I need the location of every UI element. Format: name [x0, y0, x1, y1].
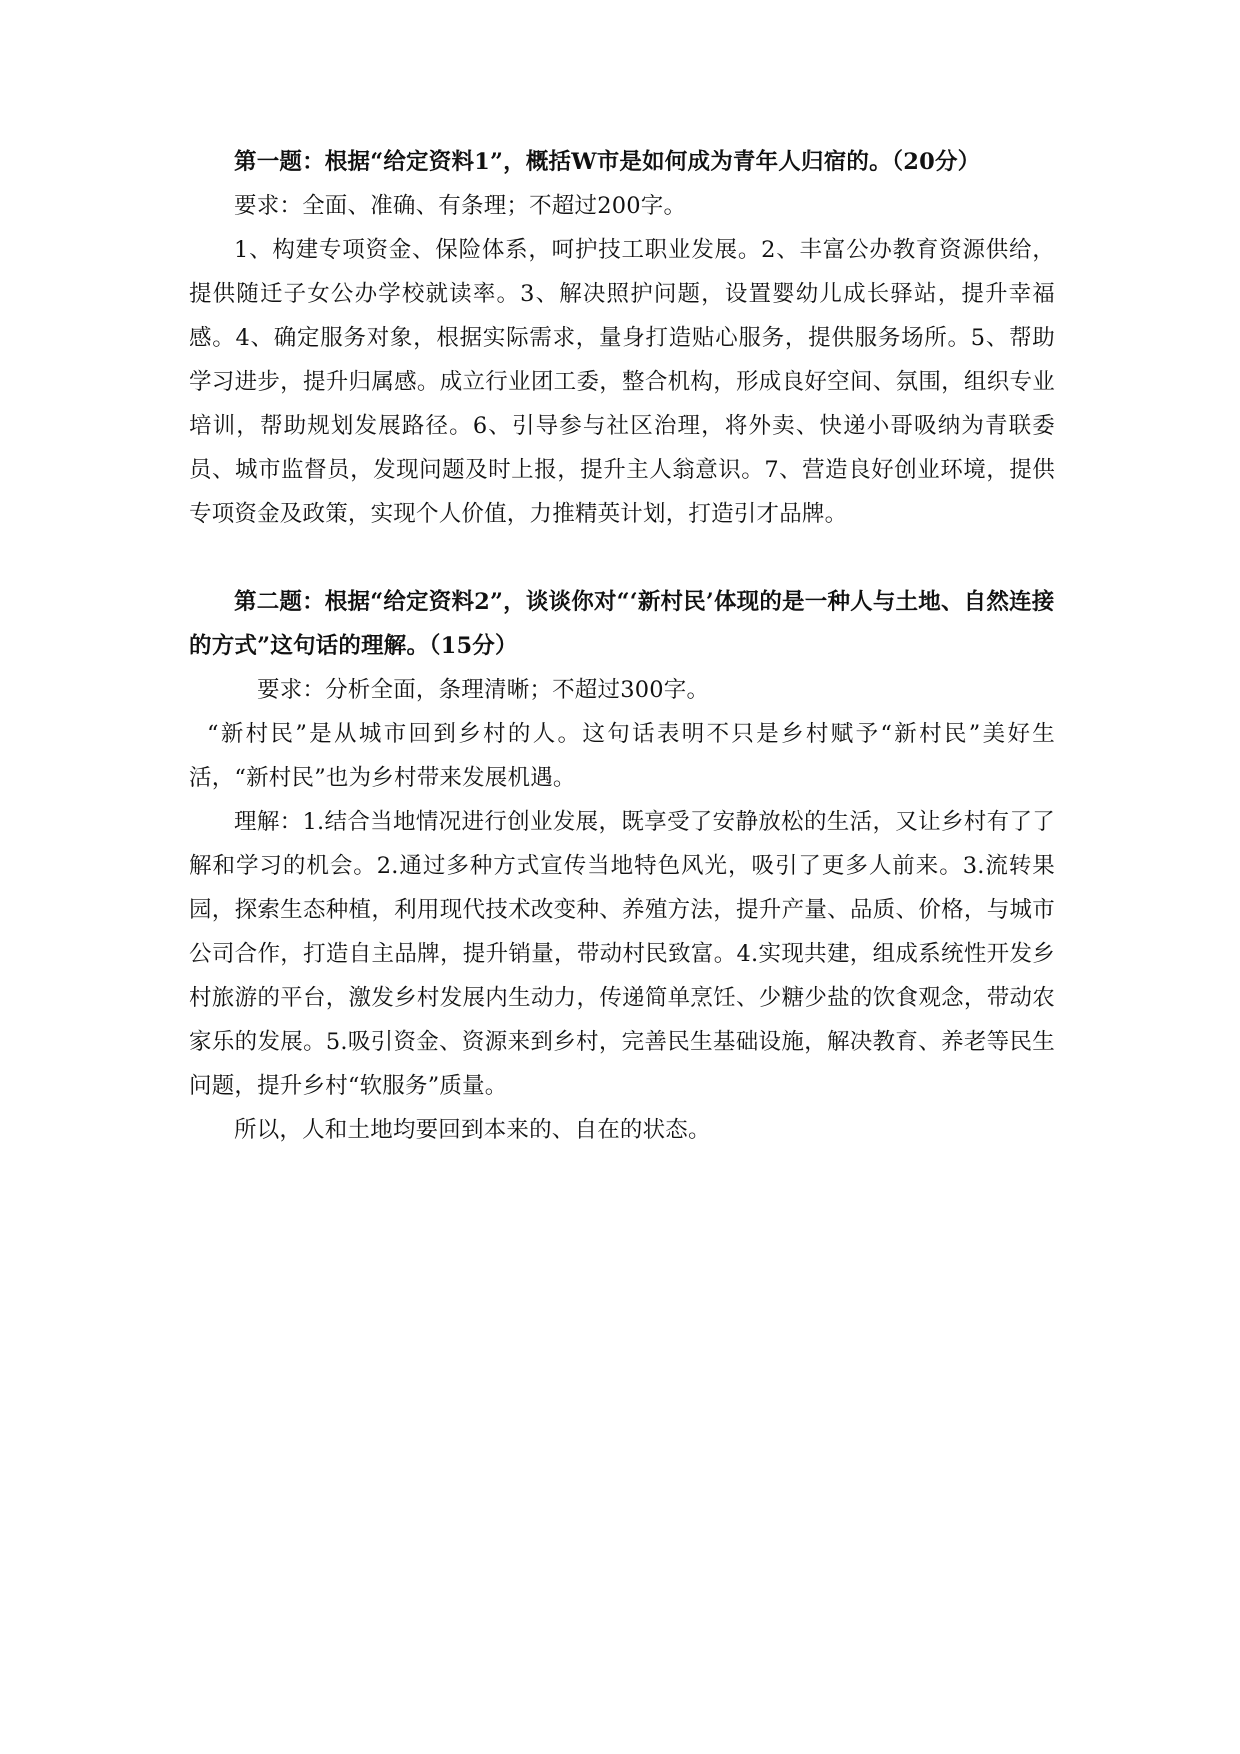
question-2-conclusion: 所以，人和土地均要回到本来的、自在的状态。	[234, 1117, 711, 1143]
document-page	[189, 140, 1055, 1152]
question-1-requirement: 要求：全面、准确、有条理；不超过200字。	[234, 193, 687, 219]
question-2-understanding: 理解：1.结合当地情况进行创业发展，既享受了安静放松的生活，又让乡村有了了解和学习的机会。2.通过多种方式宣传当地特色风光，吸引了更多人前来。3.流转果园，探索生态种植，利用现代技术改变种、养殖方法，提升产量、品质、价格，与城市公司合作，打造自主品牌，提升销量，带动村民致富。4.实现共建，组成系统性开发乡村旅游的平台，激发乡村发展内生动力，传递简单烹饪、少糖少盐的饮食观念，带动农家乐的发展。5.吸引资金、资源来到乡村，完善民生基础设施，解决教育、养老等民生问题，提升乡村“软服务”质量。	[189, 809, 1055, 1099]
question-2-intro: “新村民”是从城市回到乡村的人。这句话表明不只是乡村赋予“新村民”美好生活，“新村民”也为乡村带来发展机遇。	[189, 721, 1055, 791]
question-2-requirement: 要求：分析全面，条理清晰；不超过300字。	[257, 677, 710, 703]
question-1-section	[189, 140, 1055, 536]
question-1-title: 第一题：根据“给定资料1”，概括W市是如何成为青年人归宿的。（20分）	[234, 149, 981, 175]
question-1-answer: 1、构建专项资金、保险体系，呵护技工职业发展。2、丰富公办教育资源供给，提供随迁子女公办学校就读率。3、解决照护问题，设置婴幼儿成长驿站，提升幸福感。4、确定服务对象，根据实际需求，量身打造贴心服务，提供服务场所。5、帮助学习进步，提升归属感。成立行业团工委，整合机构，形成良好空间、氛围，组织专业培训，帮助规划发展路径。6、引导参与社区治理，将外卖、快递小哥吸纳为青联委员、城市监督员，发现问题及时上报，提升主人翁意识。7、营造良好创业环境，提供专项资金及政策，实现个人价值，力推精英计划，打造引才品牌。	[189, 237, 1055, 527]
question-2-section	[189, 580, 1055, 1152]
question-2-title: 第二题：根据“给定资料2”，谈谈你对“‘新村民’体现的是一种人与土地、自然连接的方式”这句话的理解。（15分）	[189, 589, 1055, 659]
section-spacer	[189, 536, 1055, 580]
